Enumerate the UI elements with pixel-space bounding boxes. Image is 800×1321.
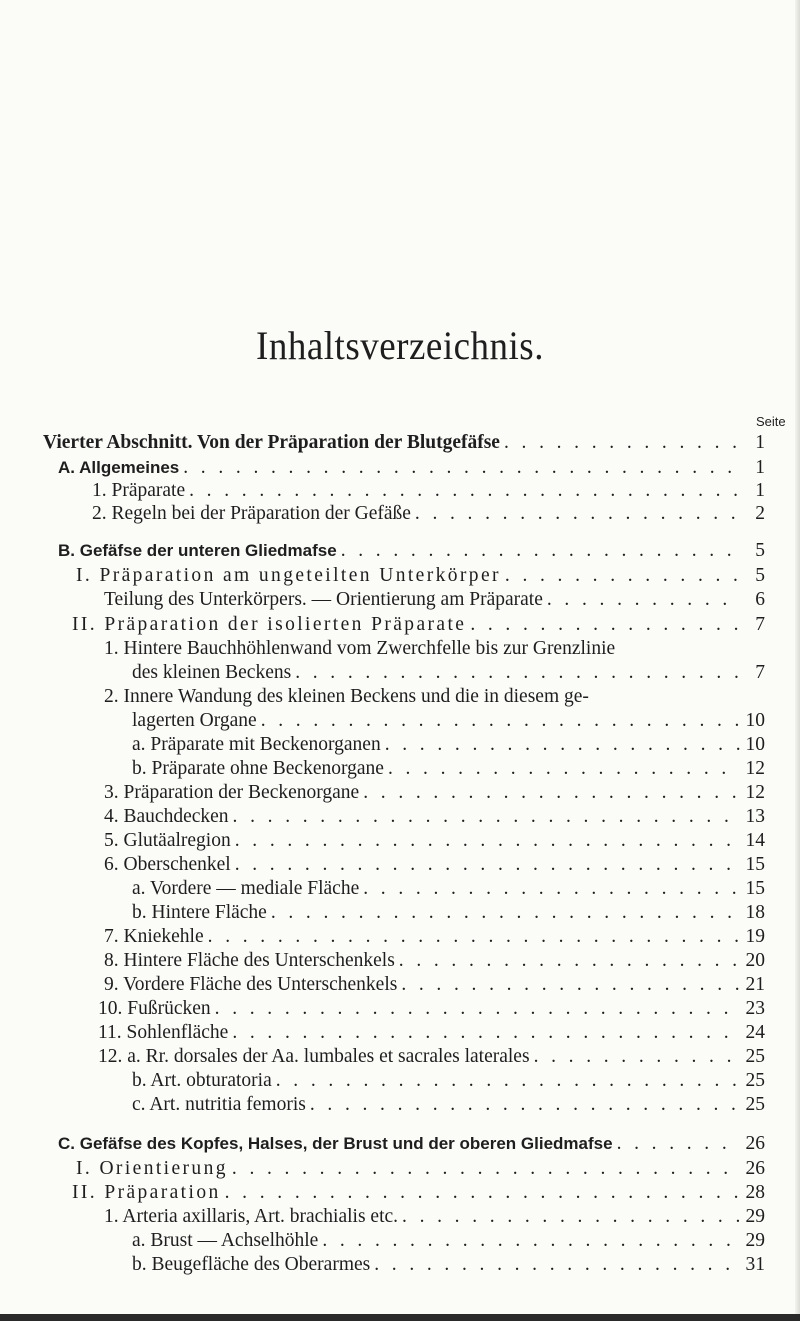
entry-page: 24 — [745, 1022, 765, 1043]
toc-entry — [132, 1230, 765, 1252]
dot-leader — [505, 565, 740, 587]
toc-entry — [58, 540, 765, 562]
dot-leader — [233, 806, 740, 828]
entry-text: a. Vordere — mediale Fläche — [132, 878, 360, 899]
entry-text: lagerten Organe — [132, 710, 257, 731]
entry-text: I. Orientierung — [76, 1158, 228, 1179]
dot-leader — [261, 710, 740, 732]
entry-text: b. Art. obturatoria — [132, 1070, 272, 1091]
toc-entry — [104, 1206, 765, 1228]
dot-leader — [295, 662, 740, 684]
entry-page: 13 — [745, 806, 765, 827]
toc-entry — [132, 1094, 765, 1116]
dot-leader — [322, 1230, 740, 1252]
entry-text: 7. Kniekehle — [104, 926, 204, 947]
entry-text: 9. Vordere Fläche des Unterschenkels — [104, 974, 398, 995]
toc-entry — [132, 878, 765, 900]
toc-entry — [76, 1158, 765, 1180]
page-title: Inhaltsverzeichnis. — [256, 324, 544, 369]
toc-entry — [104, 830, 765, 852]
dot-leader — [617, 1133, 740, 1155]
dot-leader — [388, 758, 740, 780]
entry-page: 19 — [745, 926, 765, 947]
toc-entry — [104, 926, 765, 948]
entry-text: 8. Hintere Fläche des Unterschenkels — [104, 950, 395, 971]
dot-leader — [183, 457, 740, 479]
toc-entry — [92, 480, 765, 502]
entry-text: 1. Arteria axillaris, Art. brachialis etc. — [104, 1206, 399, 1227]
entry-text: 12. a. Rr. dorsales der Aa. lumbales et sacrales laterales — [98, 1046, 530, 1067]
dot-leader — [341, 540, 740, 562]
dot-leader — [235, 830, 740, 852]
dot-leader — [374, 1254, 740, 1276]
entry-text: a. Präparate mit Beckenorganen — [132, 734, 381, 755]
dot-leader — [235, 854, 740, 876]
toc-entry — [92, 503, 765, 525]
toc-entry — [104, 806, 765, 828]
entry-text: 4. Bauchdecken — [104, 806, 229, 827]
entry-page: 26 — [745, 1133, 765, 1154]
dot-leader — [225, 1182, 740, 1204]
dot-leader — [232, 1022, 740, 1044]
toc-entry — [72, 1182, 765, 1204]
dot-leader — [271, 902, 740, 924]
entry-page: 15 — [745, 878, 765, 899]
toc-entry — [132, 734, 765, 756]
dot-leader — [363, 878, 740, 900]
dot-leader — [310, 1094, 740, 1116]
entry-text: Vierter Abschnitt. Von der Präparation der Blutgefäfse — [43, 432, 500, 453]
toc-entry — [98, 998, 765, 1020]
entry-page: 28 — [745, 1182, 765, 1203]
toc-entry — [76, 565, 765, 587]
entry-text: II. Präparation der isolierten Präparate — [72, 614, 467, 635]
entry-text: 1. Präparate — [92, 480, 186, 501]
entry-text: 2. Innere Wandung des kleinen Beckens und die in diesem ge- — [104, 686, 589, 707]
toc-entry — [132, 662, 765, 684]
entry-page: 5 — [755, 565, 765, 586]
entry-page: 23 — [745, 998, 765, 1019]
entry-text: b. Hintere Fläche — [132, 902, 267, 923]
toc-entry — [104, 589, 765, 611]
toc-entry — [104, 974, 765, 996]
dot-leader — [401, 974, 740, 996]
dot-leader — [504, 432, 740, 454]
toc-entry — [132, 758, 765, 780]
entry-text: 11. Sohlenfläche — [98, 1022, 229, 1043]
entry-page: 21 — [745, 974, 765, 995]
entry-text: 6. Oberschenkel — [104, 854, 231, 875]
entry-text: des kleinen Beckens — [132, 662, 292, 683]
entry-text: I. Präparation am ungeteilten Unterkörper — [76, 565, 501, 586]
entry-page: 31 — [745, 1254, 765, 1275]
scan-bottom-edge — [0, 1314, 800, 1321]
entry-page: 5 — [755, 540, 765, 561]
dot-leader — [470, 614, 740, 636]
toc-entry — [58, 457, 765, 479]
entry-text: a. Brust — Achselhöhle — [132, 1230, 319, 1251]
toc-entry — [98, 1046, 765, 1068]
entry-text: c. Art. nutritia femoris — [132, 1094, 306, 1115]
entry-page: 10 — [745, 734, 765, 755]
entry-text: A. Allgemeines — [58, 458, 180, 477]
entry-page: 1 — [755, 432, 765, 453]
toc-entry — [132, 1070, 765, 1092]
toc-entry — [104, 950, 765, 972]
entry-text: 3. Präparation der Beckenorgane — [104, 782, 360, 803]
entry-page: 10 — [745, 710, 765, 731]
dot-leader — [189, 480, 740, 502]
dot-leader — [232, 1158, 740, 1180]
entry-text: b. Beugefläche des Oberarmes — [132, 1254, 371, 1275]
toc-entry — [132, 902, 765, 924]
dot-leader — [276, 1070, 740, 1092]
entry-text: 10. Fußrücken — [98, 998, 211, 1019]
entry-page: 7 — [755, 662, 765, 683]
dot-leader — [363, 782, 740, 804]
dot-leader — [215, 998, 740, 1020]
dot-leader — [402, 1206, 740, 1228]
toc-entry — [43, 432, 765, 454]
toc-entry — [98, 1022, 765, 1044]
entry-page: 29 — [745, 1230, 765, 1251]
entry-page: 1 — [755, 480, 765, 501]
dot-leader — [208, 926, 740, 948]
entry-page: 14 — [745, 830, 765, 851]
entry-text: 1. Hintere Bauchhöhlenwand vom Zwerchfelle bis zur Grenzlinie — [104, 638, 616, 659]
entry-page: 25 — [745, 1070, 765, 1091]
entry-page: 29 — [745, 1206, 765, 1227]
toc-entry — [72, 614, 765, 636]
entry-text: 2. Regeln bei der Präparation der Gefäße — [92, 503, 411, 524]
page-column-label: Seite — [756, 414, 786, 429]
entry-text: b. Präparate ohne Beckenorgane — [132, 758, 384, 779]
entry-page: 6 — [755, 589, 765, 610]
entry-text: C. Gefäfse des Kopfes, Halses, der Brust und der oberen Gliedmafse — [58, 1134, 613, 1153]
toc-entry — [104, 782, 765, 804]
entry-text: II. Präparation — [72, 1182, 221, 1203]
entry-page: 7 — [755, 614, 765, 635]
toc-entry — [58, 1133, 765, 1155]
dot-leader — [534, 1046, 740, 1068]
entry-text: Teilung des Unterkörpers. — Orientierung am Präparate — [104, 589, 543, 610]
toc-entry — [104, 854, 765, 876]
entry-page: 25 — [745, 1046, 765, 1067]
entry-page: 26 — [745, 1158, 765, 1179]
entry-page: 15 — [745, 854, 765, 875]
dot-leader — [547, 589, 740, 611]
dot-leader — [415, 503, 740, 525]
entry-page: 12 — [745, 758, 765, 779]
entry-page: 1 — [755, 457, 765, 478]
entry-page: 20 — [745, 950, 765, 971]
toc-entry — [132, 710, 765, 732]
dot-leader — [385, 734, 740, 756]
entry-page: 18 — [745, 902, 765, 923]
dot-leader — [399, 950, 740, 972]
entry-page: 12 — [745, 782, 765, 803]
entry-page: 2 — [755, 503, 765, 524]
entry-text: B. Gefäfse der unteren Gliedmafse — [58, 541, 337, 560]
page-edge-shadow — [795, 0, 800, 1321]
entry-page: 25 — [745, 1094, 765, 1115]
entry-text: 5. Glutäalregion — [104, 830, 231, 851]
toc-entry — [132, 1254, 765, 1276]
